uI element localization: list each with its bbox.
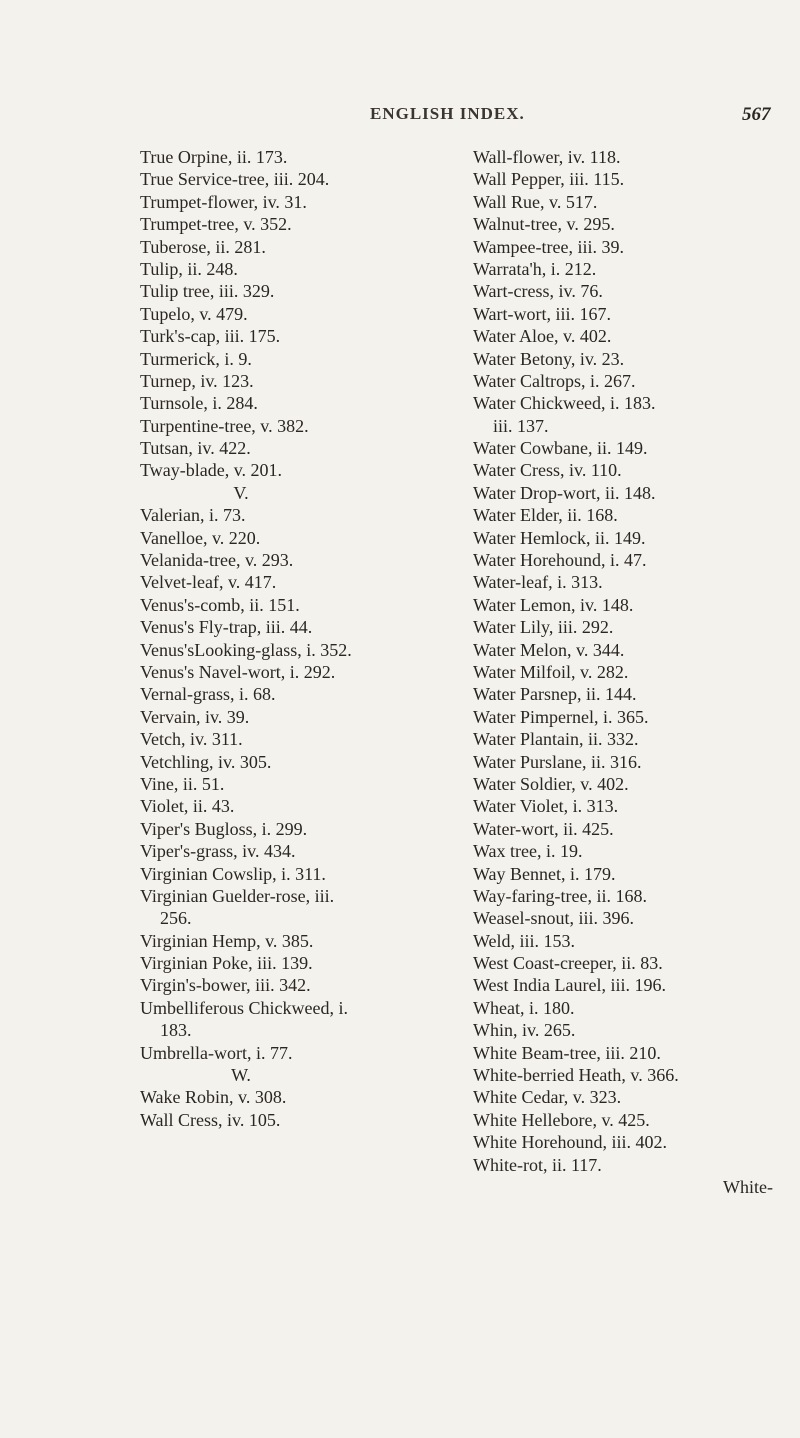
index-entry: True Service-tree, iii. 204. [140,169,330,190]
index-entry-continuation: iii. 137. [493,415,549,436]
index-entry: Water Chickweed, i. 183. [473,393,656,414]
index-entry: White Cedar, v. 323. [473,1087,622,1108]
index-entry: Water Milfoil, v. 282. [473,661,629,682]
index-entry: Water Betony, iv. 23. [473,348,625,369]
index-entry: Turmerick, i. 9. [140,348,252,369]
index-entry: Wake Robin, v. 308. [140,1087,287,1108]
index-entry: Vanelloe, v. 220. [140,527,261,548]
index-entry: Umbrella-wort, i. 77. [140,1042,293,1063]
index-entry: Tutsan, iv. 422. [140,438,251,459]
index-entry: Venus's-comb, ii. 151. [140,594,300,615]
header-title: ENGLISH INDEX. [370,104,525,123]
index-entry: Wampee-tree, iii. 39. [473,236,624,257]
index-entry: Turpentine-tree, v. 382. [140,415,309,436]
index-entry: Water Parsnep, ii. 144. [473,684,637,705]
index-entry: Trumpet-tree, v. 352. [140,214,292,235]
index-entry: Trumpet-flower, iv. 31. [140,191,307,212]
index-entry: Water Cowbane, ii. 149. [473,438,648,459]
index-entry: Venus'sLooking-glass, i. 352. [140,639,352,660]
index-entry: West Coast-creeper, ii. 83. [473,953,663,974]
index-entry: White-berried Heath, v. 366. [473,1065,679,1086]
index-entry: Water Horehound, i. 47. [473,550,647,571]
index-entry: Turk's-cap, iii. 175. [140,326,281,347]
catchword: White- [723,1176,773,1197]
index-entry: Water Caltrops, i. 267. [473,370,636,391]
index-entry: West India Laurel, iii. 196. [473,975,666,996]
index-entry: Water Elder, ii. 168. [473,505,618,526]
index-entry: Wall-flower, iv. 118. [473,147,621,167]
running-header [0,104,800,134]
index-entry: White-rot, ii. 117. [473,1154,602,1175]
index-entry: White Hellebore, v. 425. [473,1109,650,1130]
index-entry: Turnsole, i. 284. [140,393,258,414]
index-entry: Water Soldier, v. 402. [473,773,629,794]
index-entry: Wall Rue, v. 517. [473,191,598,212]
index-entry: Way Bennet, i. 179. [473,863,616,884]
index-entry: Water Drop-wort, ii. 148. [473,482,656,503]
index-entry: White Horehound, iii. 402. [473,1132,667,1153]
index-entry: Velvet-leaf, v. 417. [140,572,277,593]
index-entry: Wart-cress, iv. 76. [473,281,603,302]
index-entry: Water Lily, iii. 292. [473,617,614,638]
index-entry: Water-leaf, i. 313. [473,572,603,593]
index-entry: Wax tree, i. 19. [473,841,583,862]
index-entry-continuation: 183. [160,1020,192,1041]
index-entry: Wart-wort, iii. 167. [473,303,612,324]
index-entry: Vetch, iv. 311. [140,729,243,750]
index-entry: Warrata'h, i. 212. [473,258,597,279]
index-entry: Water Cress, iv. 110. [473,460,622,481]
index-entry: Venus's Fly-trap, iii. 44. [140,617,313,638]
index-entry: Walnut-tree, v. 295. [473,214,615,235]
right-index-column [473,146,773,1198]
index-entry: Valerian, i. 73. [140,505,246,526]
index-entry: Virgin's-bower, iii. 342. [140,975,311,996]
index-entry: Water Lemon, iv. 148. [473,594,634,615]
index-entry: Water Violet, i. 313. [473,796,619,817]
index-entry: Weasel-snout, iii. 396. [473,908,635,929]
index-entry: Tuberose, ii. 281. [140,236,266,257]
index-entry: Water-wort, ii. 425. [473,818,614,839]
index-entry: Water Hemlock, ii. 149. [473,527,646,548]
index-entry: Umbelliferous Chickweed, i. [140,997,348,1018]
section-letter: W. [231,1065,251,1086]
index-entry: Turnep, iv. 123. [140,370,254,391]
index-entry: Tupelo, v. 479. [140,303,248,324]
index-entry: Virginian Cowslip, i. 311. [140,863,326,884]
index-entry: Water Melon, v. 344. [473,639,625,660]
index-entry: Vetchling, iv. 305. [140,751,272,772]
index-entry: Venus's Navel-wort, i. 292. [140,661,336,682]
index-entry: Velanida-tree, v. 293. [140,550,294,571]
index-entry: Viper's Bugloss, i. 299. [140,818,308,839]
index-entry: Wall Cress, iv. 105. [140,1109,281,1130]
index-entry: Tway-blade, v. 201. [140,460,283,481]
page-number: 567 [742,104,771,125]
index-entry: Wall Pepper, iii. 115. [473,169,625,190]
index-entry: Virginian Hemp, v. 385. [140,930,314,951]
index-entry: Water Aloe, v. 402. [473,326,612,347]
index-entry: Viper's-grass, iv. 434. [140,841,296,862]
index-entry: Vernal-grass, i. 68. [140,684,276,705]
index-entry: Virginian Guelder-rose, iii. [140,885,335,906]
index-entry: Vine, ii. 51. [140,773,225,794]
index-entry: Violet, ii. 43. [140,796,235,817]
index-entry: Tulip tree, iii. 329. [140,281,275,302]
index-entry: Water Plantain, ii. 332. [473,729,639,750]
index-entry: Way-faring-tree, ii. 168. [473,885,647,906]
index-entry: Whin, iv. 265. [473,1020,576,1041]
index-entry: Tulip, ii. 248. [140,258,238,279]
index-entry: Water Pimpernel, i. 365. [473,706,649,727]
index-entry: True Orpine, ii. 173. [140,147,288,167]
index-entry: Virginian Poke, iii. 139. [140,953,313,974]
section-letter: V. [233,482,249,503]
index-entry: Vervain, iv. 39. [140,706,250,727]
index-entry-continuation: 256. [160,908,192,929]
index-entry: Wheat, i. 180. [473,997,575,1018]
index-entry: Weld, iii. 153. [473,930,576,951]
index-entry: Water Purslane, ii. 316. [473,751,642,772]
index-entry: White Beam-tree, iii. 210. [473,1042,661,1063]
left-index-column [140,146,462,1131]
